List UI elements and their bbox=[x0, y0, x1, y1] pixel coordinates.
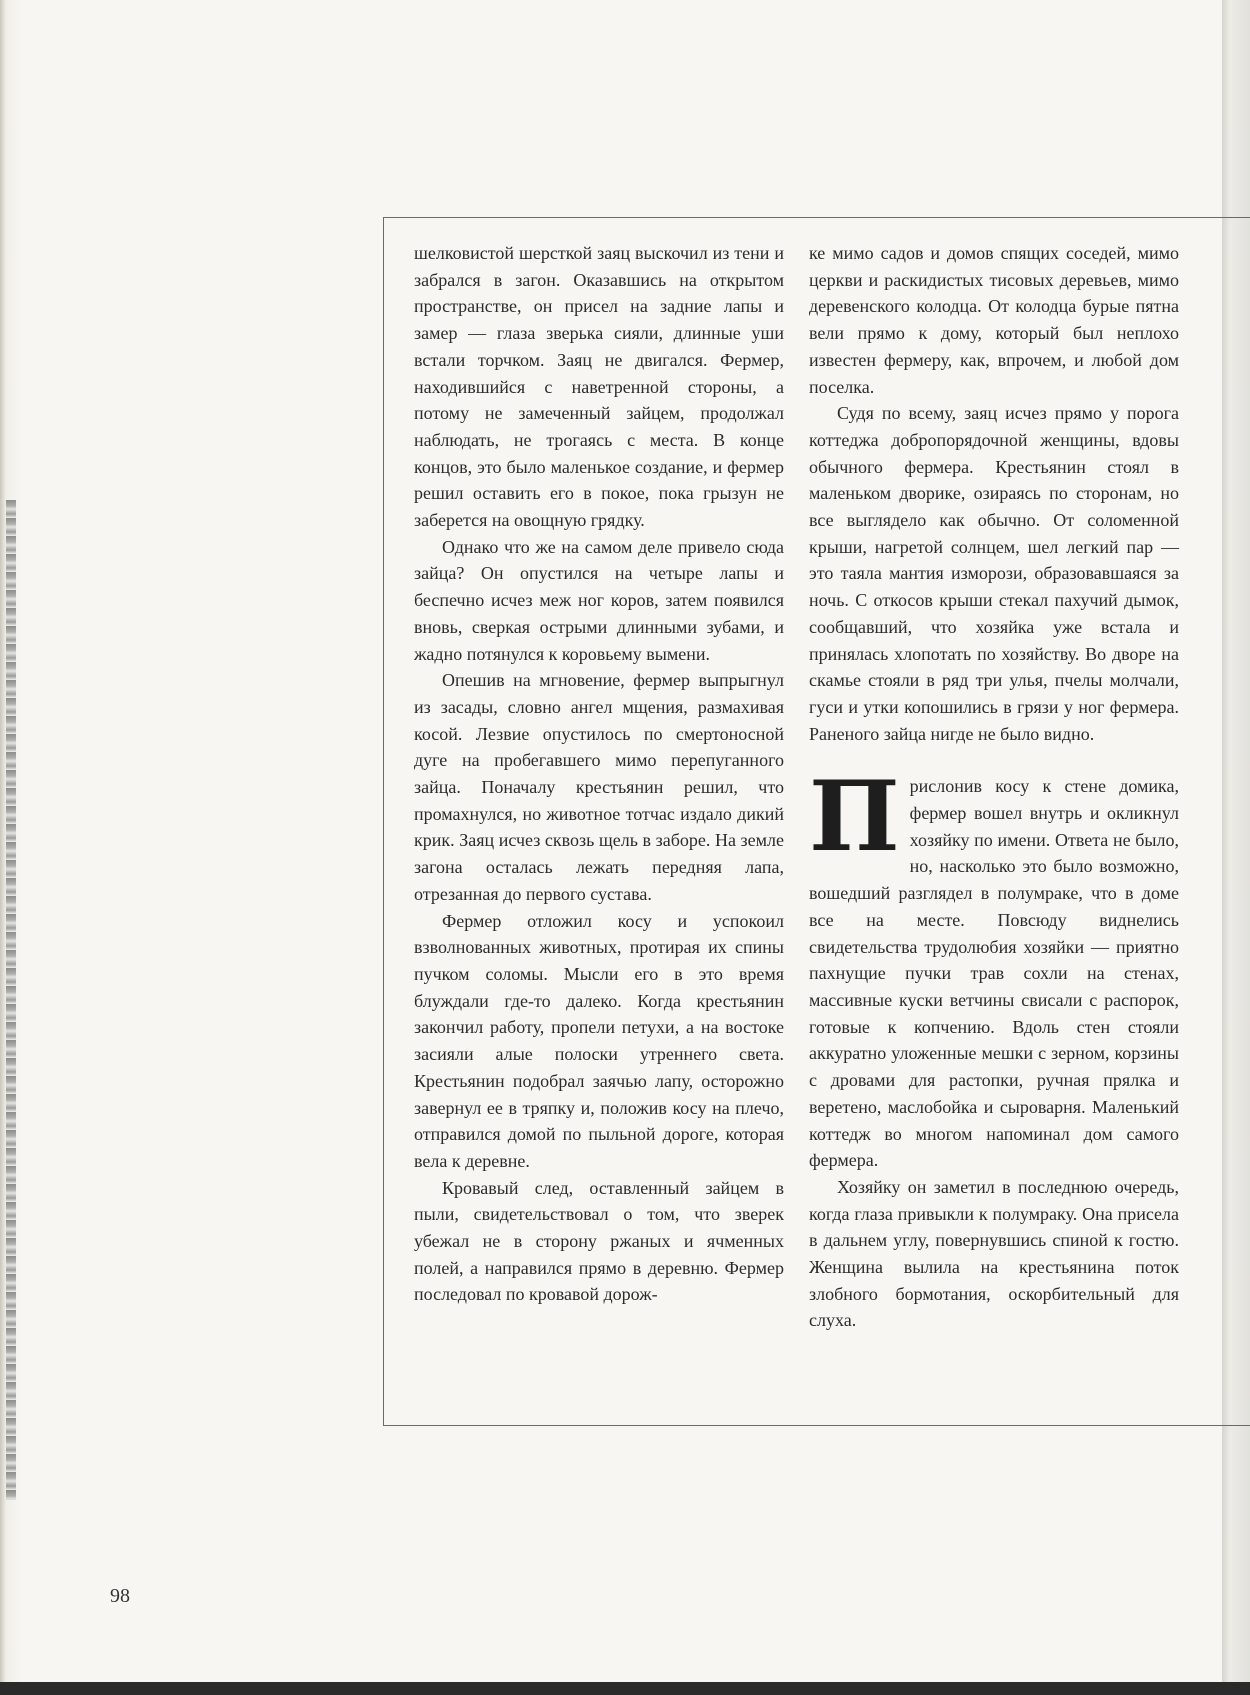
paragraph: шелковистой шерсткой заяц выскочил из тени и забрался в загон. Оказавшись на открытом пространстве, он присел на задние лапы и замер — глаза зверька сияли, длинные уши встали торчком. Заяц не двигался. Фермер, находившийся с наветренной стороны, а потому не замеченный зайцем, продолжал наблюдать, не трогаясь с места. В конце концов, это было маленькое создание, и фермер решил оставить его в покое, пока грызун не заберется на овощную грядку. bbox=[414, 243, 784, 531]
right-text-column bbox=[809, 240, 1179, 1334]
paragraph: Фермер отложил косу и успокоил взволнованных животных, протирая их спины пучком соломы. Мысли его в это время блуждали где-то далеко. Когда крестьянин закончил работу, пропели петухи, а на востоке засияли алые полоски утреннего света. Крестьянин подобрал заячью лапу, осторожно завернул ее в тряпку и, положив косу на плечо, отправился домой по пыльной дороге, которая вела к деревне. bbox=[414, 910, 784, 1171]
paragraph: Однако что же на самом деле привело сюда зайца? Он опустился на четыре лапы и беспечно исчез меж ног коров, затем появился вновь, сверкая острыми длинными зубами, и жадно потянулся к коровьему вымени. bbox=[414, 536, 784, 664]
paragraph: Кровавый след, оставленный зайцем в пыли, свидетельствовал о том, что зверек убежал не в сторону ржаных и ячменных полей, а направился прямо в деревню. Фермер последовал по кровавой дорож- bbox=[414, 1177, 784, 1305]
paragraph: Судя по всему, заяц исчез прямо у порога коттеджа добропорядочной женщины, вдовы обычного фермера. Крестьянин стоял в маленьком дворике, озираясь по сторонам, но все выглядело как обычно. От соломенной крыши, нагретой солнцем, шел легкий пар — это таяла мантия изморози, образовавшаяся за ночь. С откосов крыши стекал пахучий дымок, сообщавший, что хозяйка уже встала и принялась хлопотать по хозяйству. Во дворе на скамье стояли в ряд три улья, пчелы молчали, гуси и утки копошились в грязи у ног фермера. Раненого зайца нигде не было видно. bbox=[809, 403, 1179, 744]
dropcap-paragraph-text: рислонив косу к стене домика, фермер вошел внутрь и окликнул хозяйку по имени. Ответа не было, но, насколько это было возможно, вошедший разглядел в полумраке, что в доме все на месте. Повсюду виднелись свидетельства трудолюбия хозяйки — приятно пахнущие пучки трав сохли на стенах, массивные куски ветчины свисали с распорок, готовые к копчению. Вдоль стен стояли аккуратно уложенные мешки с зерном, корзины с дровами для растопки, ручная прялка и веретено, маслобойка и сыроварня. Маленький коттедж во многом напоминал дом самого фермера. bbox=[809, 776, 1179, 1171]
scan-bottom-edge bbox=[0, 1682, 1250, 1695]
page-number: 98 bbox=[110, 1585, 130, 1607]
page-edge-strip bbox=[6, 500, 16, 1500]
left-text-column bbox=[414, 240, 784, 1308]
paragraph: ке мимо садов и домов спящих соседей, мимо церкви и раскидистых тисовых деревьев, мимо деревенского колодца. От колодца бурые пятна вели прямо к дому, который был неплохо известен фермеру, как, впрочем, и любой дом поселка. bbox=[809, 243, 1179, 397]
drop-cap-letter: П bbox=[809, 760, 900, 874]
dropcap-paragraph bbox=[809, 760, 1179, 1174]
paragraph: Хозяйку он заметил в последнюю очередь, когда глаза привыкли к полумраку. Она присела в дальнем углу, повернувшись спиной к гостю. Женщина вылила на крестьянина поток злобного бормотания, оскорбительный для слуха. bbox=[809, 1176, 1179, 1331]
paragraph: Опешив на мгновение, фермер выпрыгнул из засады, словно ангел мщения, размахивая косой. Лезвие опустилось по смертоносной дуге на пробегавшего мимо перепуганного зайца. Поначалу крестьянин решил, что промахнулся, но животное тотчас издало дикий крик. Заяц исчез сквозь щель в заборе. На земле загона осталась лежать передняя лапа, отрезанная до первого сустава. bbox=[414, 670, 784, 904]
